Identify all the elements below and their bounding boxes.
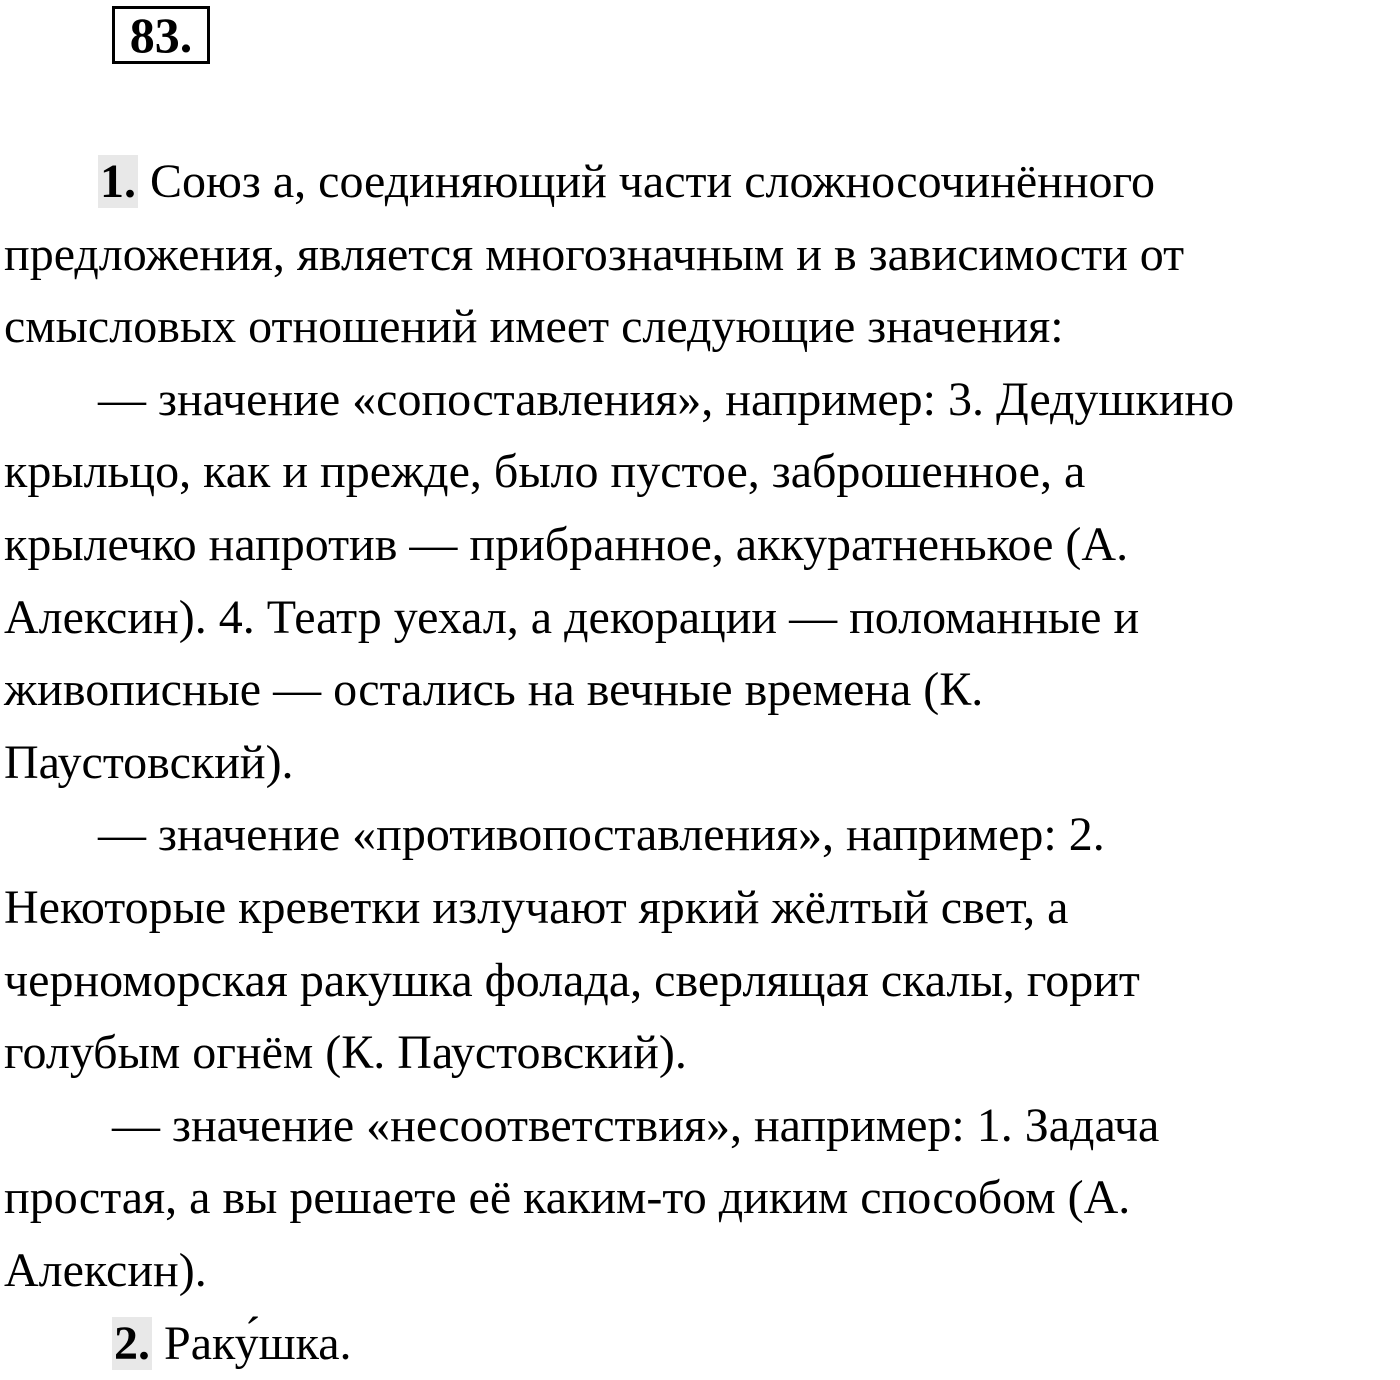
answer-2-line: 2. Раку́шка.	[4, 1308, 1400, 1380]
answer-1-line-10: — значение «противопоставления», например: 2.	[4, 799, 1400, 872]
answer-1-line-12: черноморская ракушка фолада, сверлящая скалы, горит	[4, 945, 1400, 1018]
answer-1-line-2: предложения, является многозначным и в зависимости от	[4, 219, 1400, 292]
answer-1-line-3: смысловых отношений имеет следующие значения:	[4, 291, 1400, 364]
answer-1-label: 1.	[98, 155, 138, 208]
answer-1-line-14: — значение «несоответствия», например: 1. Задача	[4, 1090, 1400, 1163]
answer-1-line-9: Паустовский).	[4, 727, 1400, 800]
answer-1-line-11: Некоторые креветки излучают яркий жёлтый свет, а	[4, 872, 1400, 945]
answer-1-line-5: крыльцо, как и прежде, было пустое, заброшенное, а	[4, 436, 1400, 509]
answer-1-line-15: простая, а вы решаете её каким-то диким способом (А.	[4, 1162, 1400, 1235]
exercise-number: 83.	[112, 6, 210, 64]
answer-1-line-8: живописные — остались на вечные времена (К.	[4, 654, 1400, 727]
answer-1-line-4: — значение «сопоставления», например: 3. Дедушкино	[4, 364, 1400, 437]
answer-1-line-7: Алексин). 4. Театр уехал, а декорации — поломанные и	[4, 582, 1400, 655]
answer-1-line-16: Алексин).	[4, 1235, 1400, 1308]
answer-1-line-6: крылечко напротив — прибранное, аккуратненькое (А.	[4, 509, 1400, 582]
answer-text	[4, 146, 1400, 1380]
answer-1-line-1: 1. Союз а, соединяющий части сложносочинённого	[4, 146, 1400, 219]
answer-1-line-13: голубым огнём (К. Паустовский).	[4, 1017, 1400, 1090]
answer-2-label: 2.	[112, 1317, 152, 1370]
